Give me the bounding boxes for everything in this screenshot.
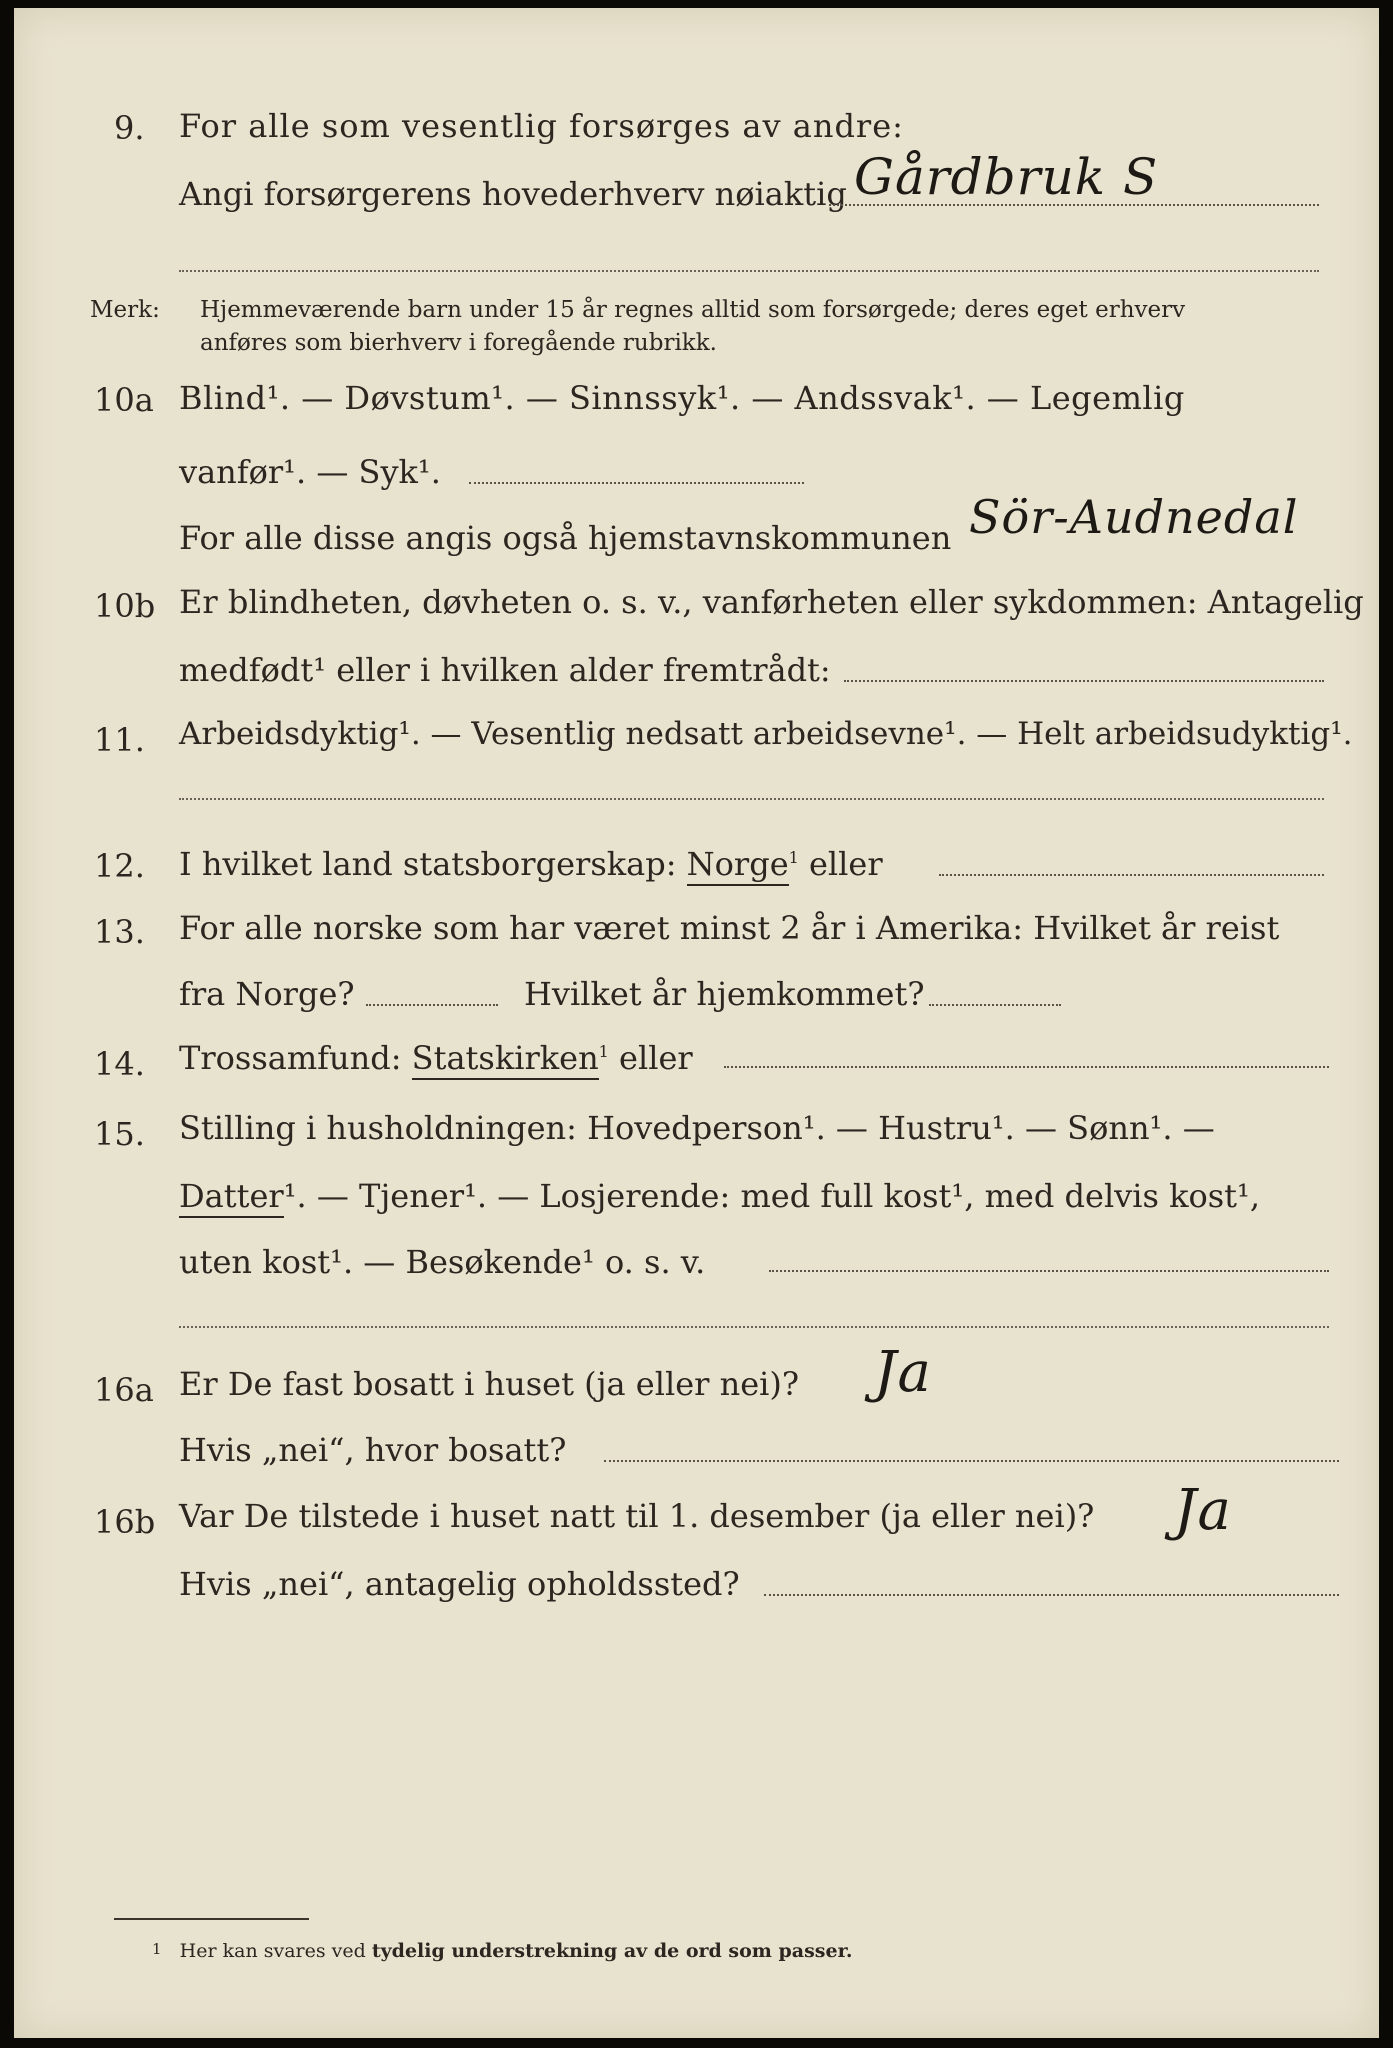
q12-footnote-mark: 1: [788, 848, 799, 867]
q11-number: 11.: [94, 721, 145, 759]
q14-footnote-mark: 1: [598, 1042, 609, 1061]
merk-line1: Hjemmeværende barn under 15 år regnes alltid som forsørgede; deres eget erhverv: [200, 297, 1186, 323]
q13-line2a: fra Norge?: [179, 975, 355, 1013]
q16b-line2: Hvis „nei“, antagelig opholdssted?: [179, 1565, 740, 1603]
q13-line1: For alle norske som har været minst 2 år i Amerika: Hvilket år reist: [179, 909, 1280, 947]
q15-answer-line: [769, 1270, 1329, 1272]
q14-number: 14.: [94, 1045, 145, 1083]
q16a-line2: Hvis „nei“, hvor bosatt?: [179, 1431, 567, 1469]
q16b-line1: Var De tilstede i huset natt til 1. desember (ja eller nei)?: [179, 1497, 1095, 1535]
footnote: [152, 1940, 852, 1962]
q12-number: 12.: [94, 847, 145, 885]
q10a-line2: vanfør¹. — Syk¹.: [179, 453, 441, 491]
merk-label: Merk:: [90, 297, 160, 323]
q12-text: I hvilket land statsborgerskap:: [179, 845, 677, 883]
q10a-number: 10a: [94, 381, 154, 419]
q14-eller: eller: [619, 1039, 693, 1077]
q12-norge-underlined: Norge: [687, 845, 789, 886]
q14-text: Trossamfund:: [179, 1039, 402, 1077]
q9-line1: For alle som vesentlig forsørges av andre:: [179, 107, 904, 145]
q16b-number: 16b: [94, 1503, 156, 1541]
q14-line: [179, 1038, 693, 1078]
footnote-rule: [114, 1918, 309, 1920]
q14-statskirken-underlined: Statskirken: [412, 1039, 599, 1080]
footnote-text: Her kan svares ved: [179, 1940, 366, 1962]
q15-line3: uten kost¹. — Besøkende¹ o. s. v.: [179, 1243, 706, 1281]
q13-line2b: Hvilket år hjemkommet?: [524, 975, 925, 1013]
q16a-line1: Er De fast bosatt i huset (ja eller nei)?: [179, 1365, 800, 1403]
q9-extra-line: [179, 270, 1319, 272]
q15-datter-underlined: Datter: [179, 1177, 284, 1218]
q12-answer-line: [939, 874, 1324, 876]
q14-answer-line: [724, 1066, 1329, 1068]
q11-line1: Arbeidsdyktig¹. — Vesentlig nedsatt arbeidsevne¹. — Helt arbeidsudyktig¹.: [179, 716, 1353, 752]
q10a-line3: For alle disse angis også hjemstavnskommunen: [179, 519, 952, 557]
q16a-handwritten-answer: Ja: [874, 1340, 932, 1405]
q9-number: 9.: [114, 109, 145, 147]
q10b-line2: medfødt¹ eller i hvilken alder fremtrådt:: [179, 651, 831, 689]
footnote-bold-text: tydelig understrekning av de ord som passer.: [371, 1940, 853, 1962]
q10a-syk-line: [469, 482, 804, 484]
q12-line: [179, 844, 883, 884]
q16b-handwritten-answer: Ja: [1174, 1478, 1232, 1543]
footnote-mark: 1: [152, 1940, 162, 1958]
census-form-page: [14, 8, 1379, 2038]
q9-handwritten-answer: Gårdbruk S: [854, 148, 1159, 206]
q10a-handwritten-answer: Sör-Audnedal: [969, 490, 1299, 544]
q16a-bosatt-line: [604, 1460, 1339, 1462]
q10b-answer-line: [844, 680, 1324, 682]
q15-line2-text: ¹. — Tjener¹. — Losjerende: med full kost¹, med delvis kost¹,: [283, 1177, 1261, 1215]
q16b-opholdssted-line: [764, 1594, 1339, 1596]
q10b-number: 10b: [94, 587, 156, 625]
q13-hjemkommet-line: [929, 1004, 1061, 1006]
q10a-line1: Blind¹. — Døvstum¹. — Sinnssyk¹. — Andssvak¹. — Legemlig: [179, 379, 1185, 417]
q12-eller: eller: [808, 845, 883, 883]
q15-extra-line: [179, 1326, 1329, 1328]
merk-line2: anføres som bierhverv i foregående rubrikk.: [200, 330, 717, 356]
q13-number: 13.: [94, 913, 145, 951]
q15-line2: [179, 1176, 1260, 1216]
q10b-line1: Er blindheten, døvheten o. s. v., vanførheten eller sykdommen: Antagelig: [179, 583, 1364, 621]
q11-answer-line: [179, 798, 1324, 800]
q15-line1: Stilling i husholdningen: Hovedperson¹. — Hustru¹. — Sønn¹. —: [179, 1109, 1215, 1147]
q16a-number: 16a: [94, 1371, 154, 1409]
q15-number: 15.: [94, 1115, 145, 1153]
q9-line2: Angi forsørgerens hovederhverv nøiaktig: [179, 175, 847, 213]
q13-reist-line: [366, 1004, 498, 1006]
